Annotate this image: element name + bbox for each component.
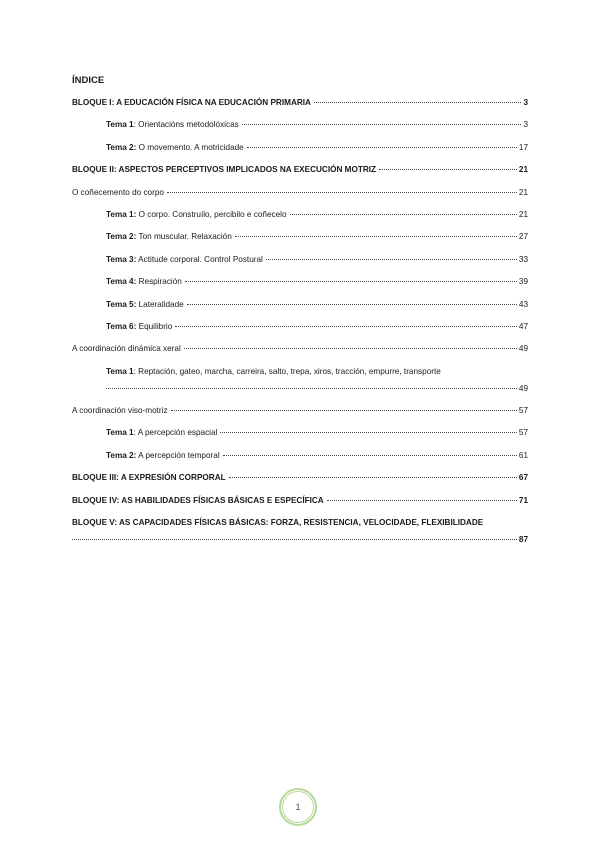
toc-entry[interactable] [72,405,528,416]
toc-entry-label [106,321,172,332]
toc-entry-text: : Reptación, gateo, marcha, carreira, salto, trepa, xiros, tracción, empurre, transporte [133,366,441,376]
toc-entry-label [72,164,376,175]
toc-entry[interactable] [72,472,528,483]
index-title: ÍNDICE [72,75,105,86]
dot-leader [314,102,521,103]
toc-entry-text: Actitude corporal. Control Postural [136,254,263,264]
toc-entry[interactable] [72,427,528,438]
toc-entry[interactable] [72,231,528,242]
toc-page-number: 21 [518,187,528,197]
toc-page-number: 87 [518,535,528,545]
toc-entry[interactable] [72,187,528,198]
toc-entry-prefix: Tema 4: [106,277,137,287]
toc-entry-text: A coordinación viso-motriz [72,406,168,416]
toc-page-number: 71 [518,495,528,505]
dot-leader [171,410,517,411]
toc-entry-prefix: BLOQUE I: A EDUCACIÓN FÍSICA NA EDUCACIÓN PRIMARIA [72,98,311,107]
toc-entry-label [106,366,528,377]
toc-entry-label [106,276,182,287]
dot-leader [184,348,517,349]
toc-entry-prefix: BLOQUE IV: AS HABILIDADES FÍSICAS BÁSICAS E ESPECÍFICA [72,495,324,505]
toc-entry[interactable] [72,119,528,130]
toc-entry-prefix: Tema 6: [106,321,137,331]
toc-entry-text: O corpo. Construílo, percibilo e coñecelo [136,209,287,219]
toc-entry-prefix: Tema 1 [106,428,134,438]
toc-entry-prefix: Tema 1 [106,366,134,376]
toc-page-number: 3 [523,120,528,130]
toc-page-number: 47 [518,321,528,331]
toc-page-number: 27 [518,232,528,242]
toc-entry-label [106,299,184,310]
dot-leader [235,236,517,237]
toc-entry-prefix: BLOQUE V: AS CAPACIDADES FÍSICAS BÁSICAS: FORZA, RESISTENCIA, VELOCIDADE, FLEXIBILIDADE [72,518,484,528]
toc-entry-label [72,495,324,506]
toc-page-number: 49 [518,383,528,393]
dot-leader [72,539,517,540]
toc-entry[interactable] [72,450,528,461]
toc-entry[interactable] [72,142,528,153]
toc-entry-label [72,97,311,108]
toc-entry-label [72,472,226,483]
dot-leader [290,214,517,215]
toc-entry-text: O coñecemento do corpo [72,187,164,197]
dot-leader [327,500,517,501]
dot-leader [220,432,517,433]
dot-leader [187,304,517,305]
toc-entry[interactable] [72,209,528,220]
toc-entry-text: Respiración [136,277,182,287]
toc-entry-text: Ton muscular. Relaxación [136,232,232,242]
toc-entry-prefix: Tema 2: [106,450,137,460]
toc-page-number: 67 [518,473,528,483]
toc-entry-label [106,450,220,461]
toc-entry[interactable] [72,97,528,108]
dot-leader [229,477,517,478]
toc-page-number: 57 [518,428,528,438]
dot-leader [167,192,517,193]
toc-entry-prefix: Tema 1: [106,209,137,219]
toc-page-number: 39 [518,277,528,287]
page-number-badge [279,788,317,826]
toc-entry-text: : Orientacións metodolóxicas [133,120,239,130]
toc-page-number: 49 [518,344,528,354]
toc-entry[interactable] [72,366,528,394]
toc-page-number: 21 [518,209,528,219]
toc-entry-text: A coordinación dinámica xeral [72,344,181,354]
toc-entry-label [106,142,244,153]
toc-entry-label [72,187,164,198]
toc-entry-label [72,517,528,528]
toc-entry-text: : A percepción espacial [133,428,218,438]
toc-entry-prefix: Tema 3: [106,254,137,264]
dot-leader [266,259,517,260]
toc-entry-text: Lateralidade [136,299,184,309]
toc-entry-text: A percepción temporal [136,450,220,460]
toc-page-number: 17 [518,142,528,152]
toc-page-number: 21 [518,165,528,175]
toc-entry-label [106,119,239,130]
dot-leader [379,169,517,170]
toc-entry-label [106,231,232,242]
dot-leader [247,147,517,148]
toc-entry-prefix: BLOQUE III: A EXPRESIÓN CORPORAL [72,473,226,483]
toc-entry[interactable] [72,276,528,287]
dot-leader [223,455,517,456]
toc-entry[interactable] [72,299,528,310]
toc-entry-label [72,405,168,416]
dot-leader [106,388,517,389]
toc-entry-label [106,254,263,265]
table-of-contents [72,97,528,556]
toc-entry[interactable] [72,517,528,545]
toc-entry-prefix: Tema 2: [106,142,137,152]
toc-entry-label [106,209,287,220]
toc-entry[interactable] [72,321,528,332]
toc-entry-text: Equilibrio [136,321,173,331]
toc-page-number: 33 [518,254,528,264]
toc-entry-label [72,343,181,354]
toc-entry-prefix: BLOQUE II: ASPECTOS PERCEPTIVOS IMPLICADOS NA EXECUCIÓN MOTRIZ [72,165,377,175]
toc-entry[interactable] [72,495,528,506]
toc-entry[interactable] [72,343,528,354]
dot-leader [175,326,517,327]
page-number: 1 [282,791,314,823]
toc-entry[interactable] [72,164,528,175]
dot-leader [242,124,522,125]
toc-entry[interactable] [72,254,528,265]
toc-entry-text: O movemento. A motricidade [136,142,244,152]
dot-leader [185,281,517,282]
toc-entry-prefix: Tema 2: [106,232,137,242]
toc-entry-prefix: Tema 1 [106,120,134,130]
toc-page-number: 43 [518,299,528,309]
toc-entry-label [106,427,217,438]
toc-page-number: 61 [518,450,528,460]
toc-page-number: 57 [518,406,528,416]
toc-page-number: 3 [523,98,528,107]
toc-entry-prefix: Tema 5: [106,299,137,309]
